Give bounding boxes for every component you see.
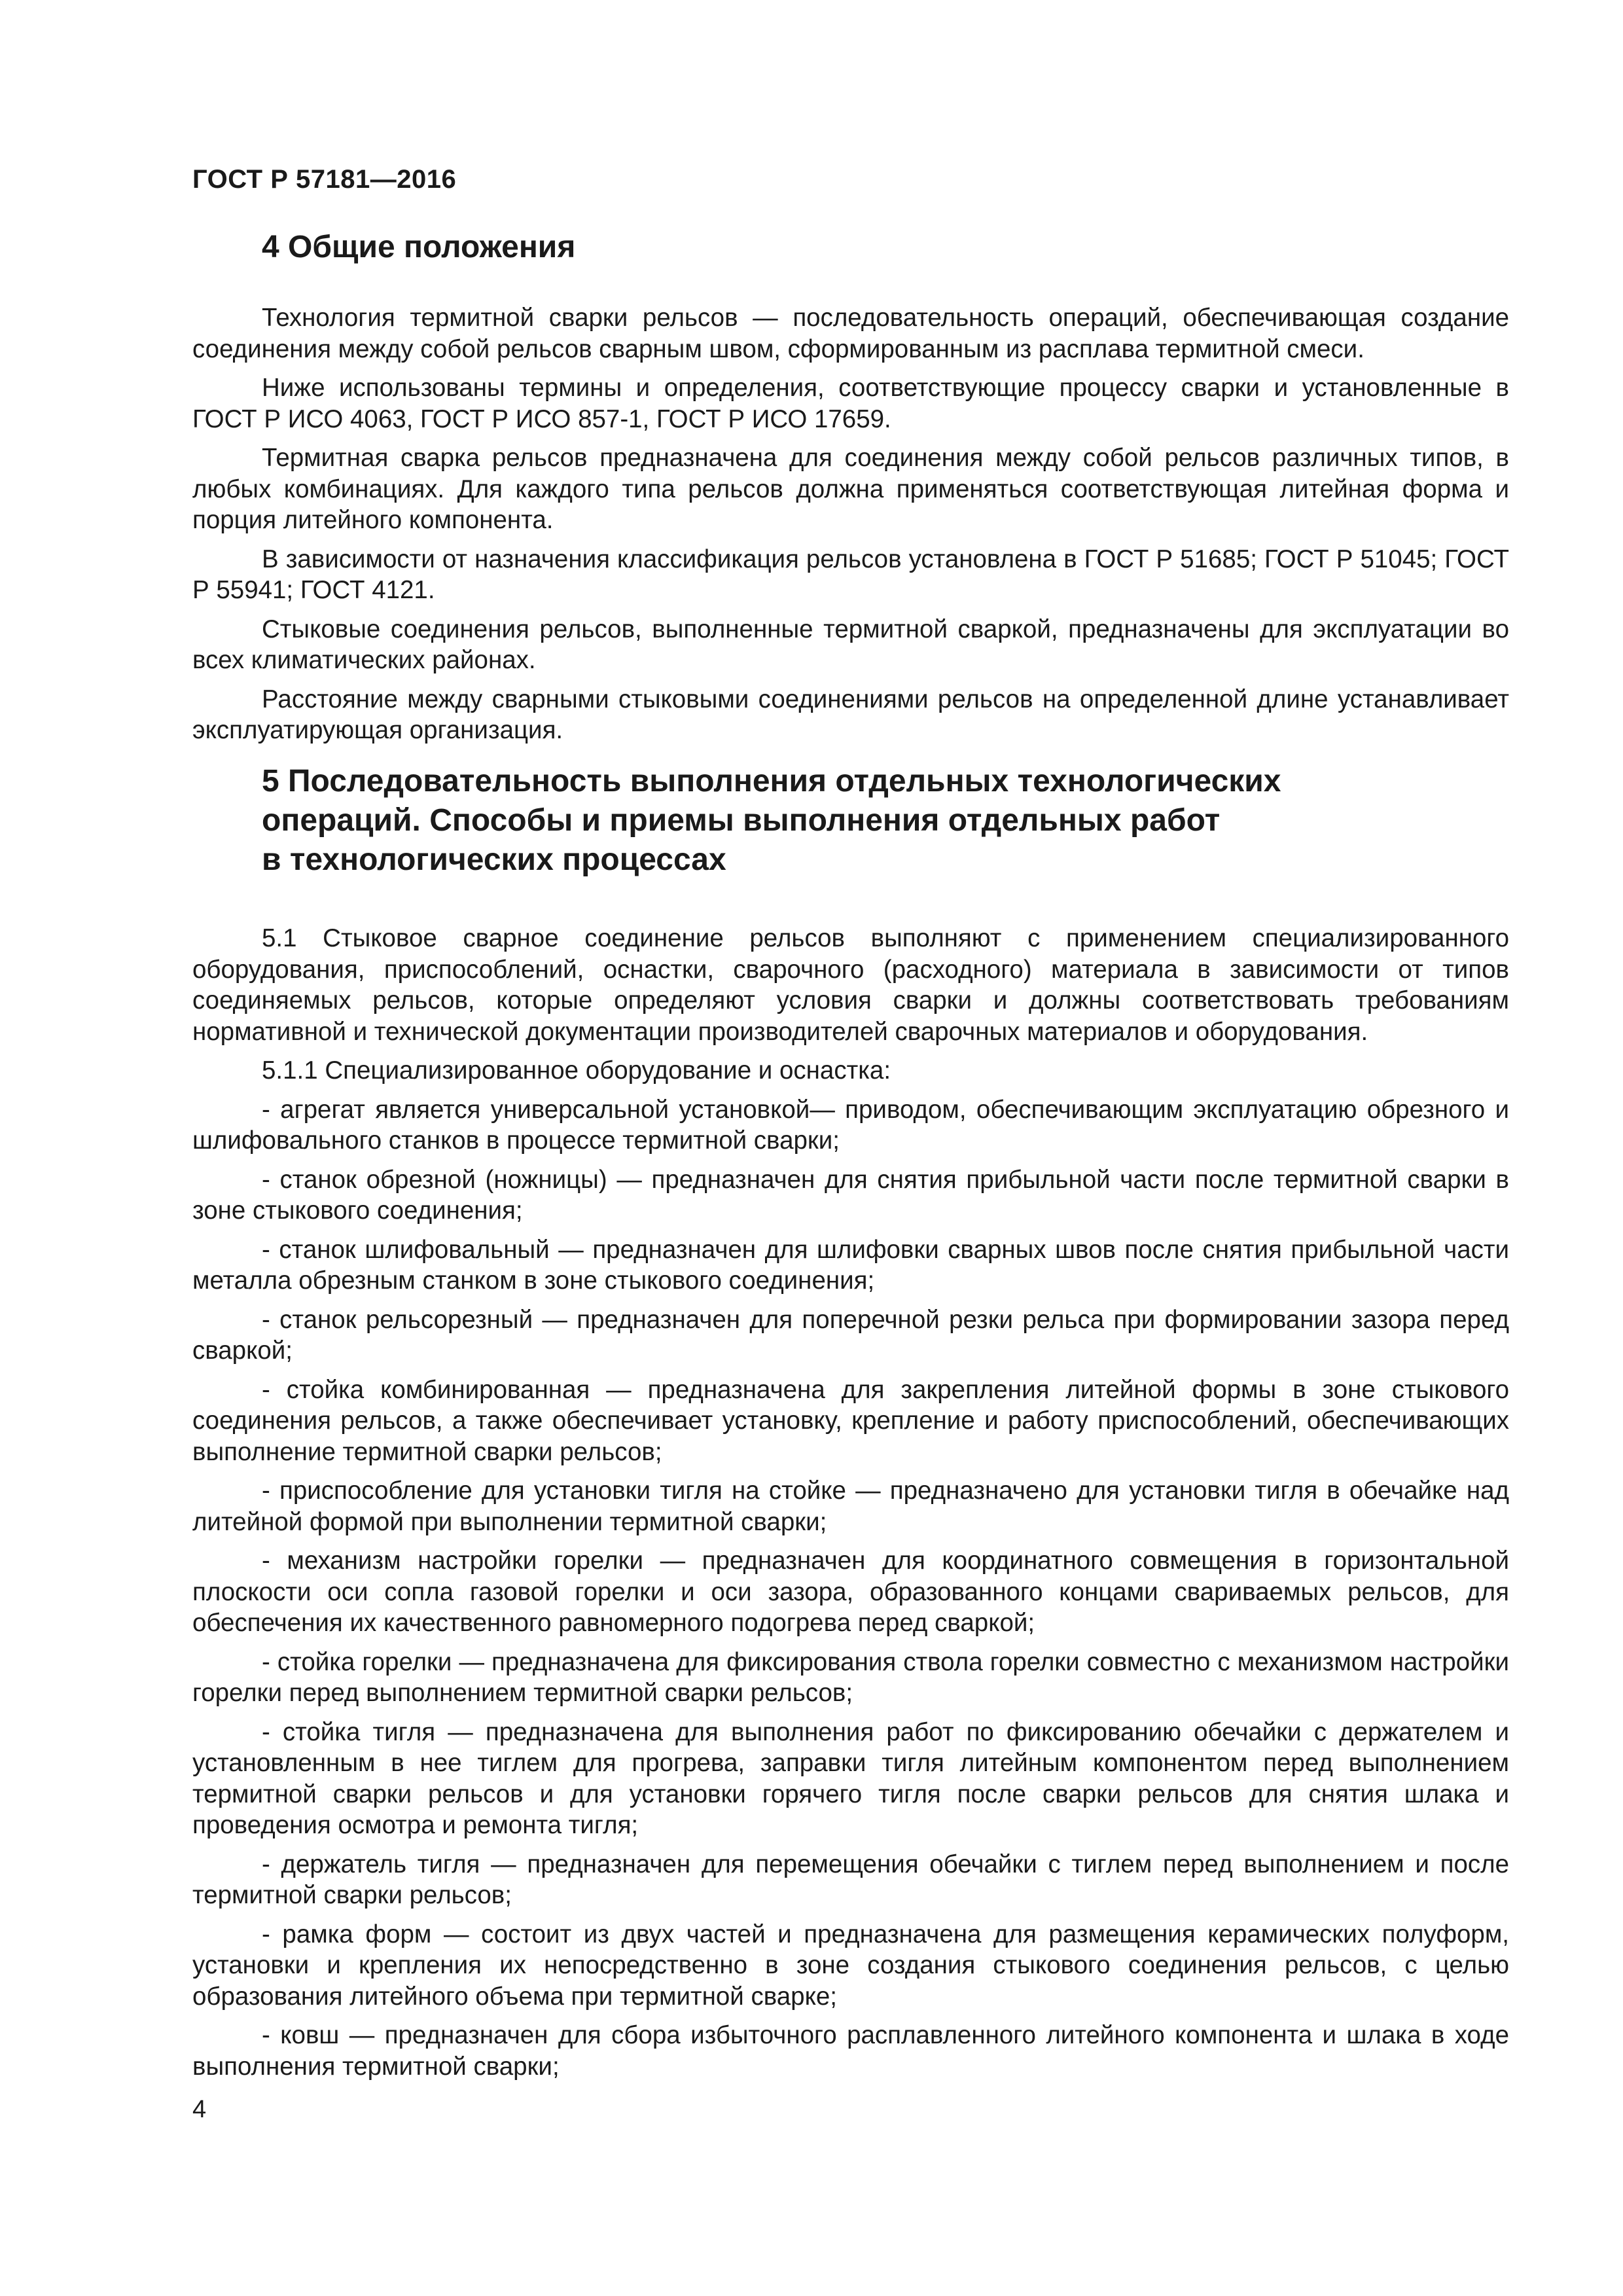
section-4-paragraph: Термитная сварка рельсов предназначена для соединения между собой рельсов различных типов, в любых комбинациях. Для каждого типа рельсов должна применяться соответствующая литейная форма и порция литейного компонента.: [192, 444, 1509, 534]
section-4-paragraph: Ниже использованы термины и определения, соответствующие процессу сварки и установленные в ГОСТ Р ИСО 4063, ГОСТ Р ИСО 857-1, ГОСТ Р ИСО 17659.: [192, 374, 1509, 433]
section-4-paragraph: Стыковые соединения рельсов, выполненные термитной сваркой, предназначены для эксплуатации во всех климатических районах.: [192, 615, 1509, 674]
document-code-header: ГОСТ Р 57181—2016: [192, 165, 457, 194]
section-5-operations-sequence: [192, 762, 1509, 2090]
list-item: - механизм настройки горелки — предназначен для координатного совмещения в горизонтальной плоскости оси сопла газовой горелки и оси зазора, образованного концами свариваемых рельсов, для обеспечения их качественного равномерного подогрева перед сваркой;: [192, 1547, 1509, 1637]
list-item: - держатель тигля — предназначен для перемещения обечайки с тиглем перед выполнением и после термитной сварки рельсов;: [192, 1850, 1509, 1909]
list-item: - стойка тигля — предназначена для выполнения работ по фиксированию обечайки с держателем и установленным в нее тиглем для прогрева, заправки тигля литейным компонентом перед выполнением термитной сварки рельсов и для установки горячего тигля после сварки рельсов для снятия шлака и проведения осмотра и ремонта тигля;: [192, 1717, 1509, 1839]
section-5-title-line: операций. Способы и приемы выполнения отдельных работ: [262, 803, 1221, 838]
list-item: - рамка форм — состоит из двух частей и предназначена для размещения керамических полуформ, установки и крепления их непосредственно в зоне создания стыкового соединения рельсов, с целью образования литейного объема при термитной сварке;: [192, 1920, 1509, 2011]
section-4-paragraph: Технология термитной сварки рельсов — последовательность операций, обеспечивающая создание соединения между собой рельсов сварным швом, сформированным из расплава термитной смеси.: [192, 304, 1509, 363]
list-item: - стойка горелки — предназначена для фиксирования ствола горелки совместно с механизмом настройки горелки перед выполнением термитной сварки рельсов;: [192, 1647, 1509, 1707]
list-item: - ковш — предназначен для сбора избыточного расплавленного литейного компонента и шлака в ходе выполнения термитной сварки;: [192, 2021, 1509, 2081]
list-item: - станок рельсорезный — предназначен для поперечной резки рельса при формировании зазора перед сваркой;: [192, 1305, 1509, 1365]
section-4-paragraph: Расстояние между сварными стыковыми соединениями рельсов на определенной длине устанавливает эксплуатирующая организация.: [192, 685, 1509, 744]
section-5-paragraph: 5.1 Стыковое сварное соединение рельсов выполняют с применением специализированного оборудования, приспособлений, оснастки, сварочного (расходного) материала в зависимости от типов соединяемых рельсов, которые определяют условия сварки и должны соответствовать требованиям нормативной и технической документации производителей сварочных материалов и оборудования.: [192, 924, 1509, 1046]
section-4-general-provisions: [192, 228, 1509, 754]
section-5-title: [262, 762, 1374, 880]
page-number: 4: [192, 2096, 207, 2123]
section-5-subheading: 5.1.1 Специализированное оборудование и оснастка:: [262, 1056, 891, 1085]
list-item: - агрегат является универсальной установкой— приводом, обеспечивающим эксплуатацию обрезного и шлифовального станков в процессе термитной сварки;: [192, 1095, 1509, 1155]
list-item: - стойка комбинированная — предназначена для закрепления литейной формы в зоне стыкового соединения рельсов, а также обеспечивает установку, крепление и работу приспособлений, обеспечивающих выполнение термитной сварки рельсов;: [192, 1375, 1509, 1466]
list-item: - приспособление для установки тигля на стойке — предназначено для установки тигля в обечайке над литейной формой при выполнении термитной сварки;: [192, 1477, 1509, 1536]
section-5-title-line: в технологических процессах: [262, 842, 726, 877]
section-5-title-line: 5 Последовательность выполнения отдельных технологических: [262, 764, 1281, 798]
section-4-paragraph: В зависимости от назначения классификация рельсов установлена в ГОСТ Р 51685; ГОСТ Р 51045; ГОСТ Р 55941; ГОСТ 4121.: [192, 545, 1509, 604]
list-item: - станок обрезной (ножницы) — предназначен для снятия прибыльной части после термитной сварки в зоне стыкового соединения;: [192, 1165, 1509, 1225]
section-4-title: 4 Общие положения: [262, 230, 576, 264]
list-item: - станок шлифовальный — предназначен для шлифовки сварных швов после снятия прибыльной части металла обрезным станком в зоне стыкового соединения;: [192, 1235, 1509, 1295]
